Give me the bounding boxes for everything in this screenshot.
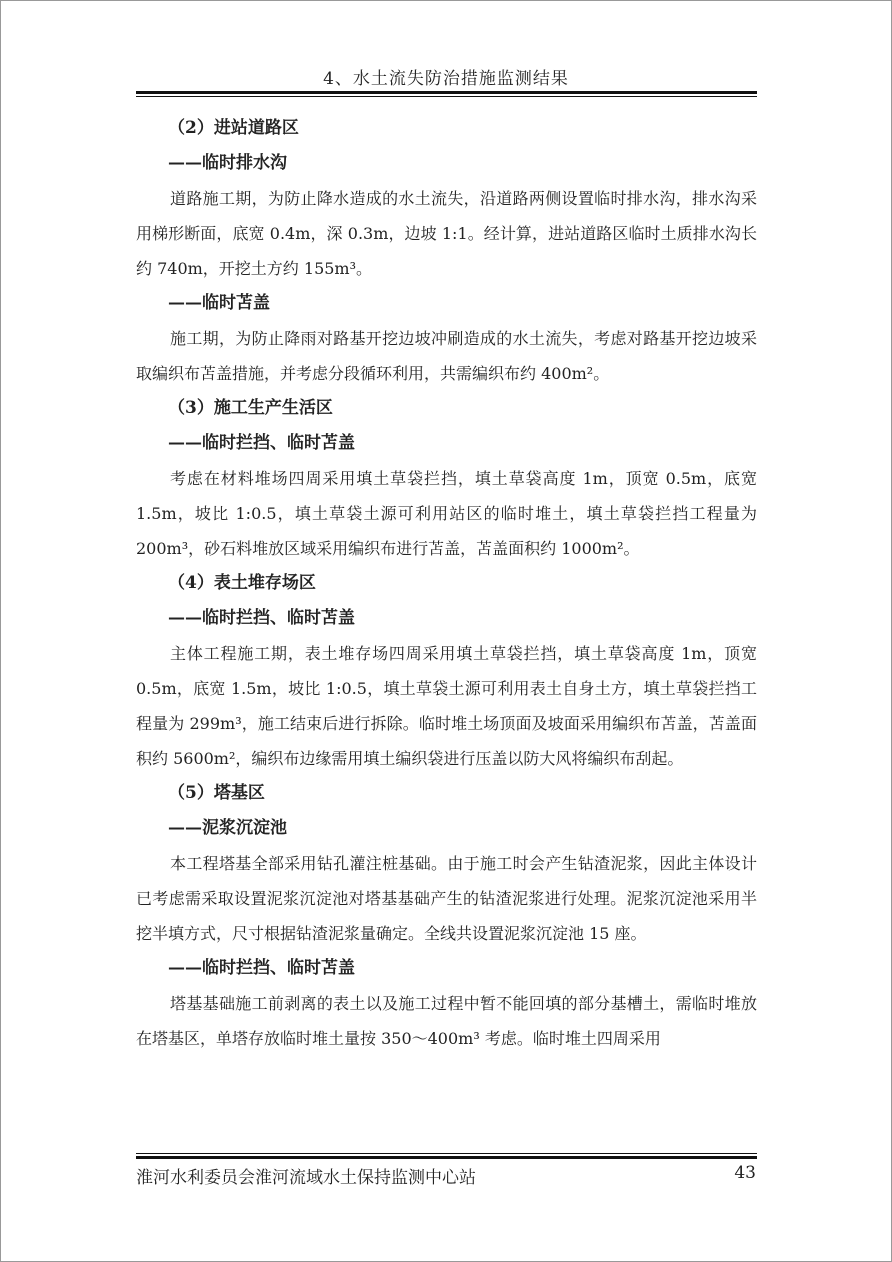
section-heading: （2）进站道路区 bbox=[168, 118, 299, 138]
subsection-heading: ——临时排水沟 bbox=[168, 153, 287, 173]
paragraph: 施工期，为防止降雨对路基开挖边坡冲刷造成的水土流失，考虑对路基开挖边坡采取编织布苫盖措施，并考虑分段循环利用，共需编织布约 400m²。 bbox=[136, 329, 757, 383]
paragraph: 主体工程施工期，表土堆存场四周采用填土草袋拦挡，填土草袋高度 1m，顶宽 0.5m，底宽 1.5m，坡比 1:0.5，填土草袋土源可利用表土自身土方，填土草袋拦挡工程量为 299m³，施工结束后进行拆除。临时堆土场顶面及坡面采用编织布苫盖，苫盖面积约 5600m²，编织布边缘需用填土编织袋进行压盖以防大风将编织布刮起。 bbox=[136, 644, 757, 768]
header-rule-thick bbox=[136, 91, 757, 94]
subsection-heading: ——泥浆沉淀池 bbox=[168, 818, 287, 838]
subsection-heading: ——临时拦挡、临时苫盖 bbox=[168, 958, 355, 978]
paragraph: 考虑在材料堆场四周采用填土草袋拦挡，填土草袋高度 1m，顶宽 0.5m，底宽 1.5m，坡比 1:0.5，填土草袋土源可利用站区的临时堆土，填土草袋拦挡工程量为 200m³，砂石料堆放区域采用编织布进行苫盖，苫盖面积约 1000m²。 bbox=[136, 469, 757, 558]
body-text bbox=[136, 111, 757, 1056]
subsection-heading: ——临时苫盖 bbox=[168, 293, 270, 313]
paragraph: 本工程塔基全部采用钻孔灌注桩基础。由于施工时会产生钻渣泥浆，因此主体设计已考虑需采取设置泥浆沉淀池对塔基基础产生的钻渣泥浆进行处理。泥浆沉淀池采用半挖半填方式，尺寸根据钻渣泥浆量确定。全线共设置泥浆沉淀池 15 座。 bbox=[136, 854, 757, 943]
footer-rule-thin bbox=[136, 1153, 757, 1154]
header-rule-thin bbox=[136, 96, 757, 97]
running-header: 4、水土流失防治措施监测结果 bbox=[323, 69, 569, 89]
paragraph: 塔基基础施工前剥离的表土以及施工过程中暂不能回填的部分基槽土，需临时堆放在塔基区，单塔存放临时堆土量按 350～400m³ 考虑。临时堆土四周采用 bbox=[136, 994, 757, 1048]
subsection-heading: ——临时拦挡、临时苫盖 bbox=[168, 608, 355, 628]
footer-organization: 淮河水利委员会淮河流域水土保持监测中心站 bbox=[136, 1168, 476, 1188]
paragraph: 道路施工期，为防止降水造成的水土流失，沿道路两侧设置临时排水沟，排水沟采用梯形断面，底宽 0.4m，深 0.3m，边坡 1:1。经计算，进站道路区临时土质排水沟长约 740m，开挖土方约 155m³。 bbox=[136, 189, 757, 278]
section-heading: （3）施工生产生活区 bbox=[168, 398, 333, 418]
page-number: 43 bbox=[734, 1163, 756, 1183]
subsection-heading: ——临时拦挡、临时苫盖 bbox=[168, 433, 355, 453]
footer-rule-thick bbox=[136, 1156, 757, 1159]
section-heading: （5）塔基区 bbox=[168, 783, 265, 803]
section-heading: （4）表土堆存场区 bbox=[168, 573, 316, 593]
